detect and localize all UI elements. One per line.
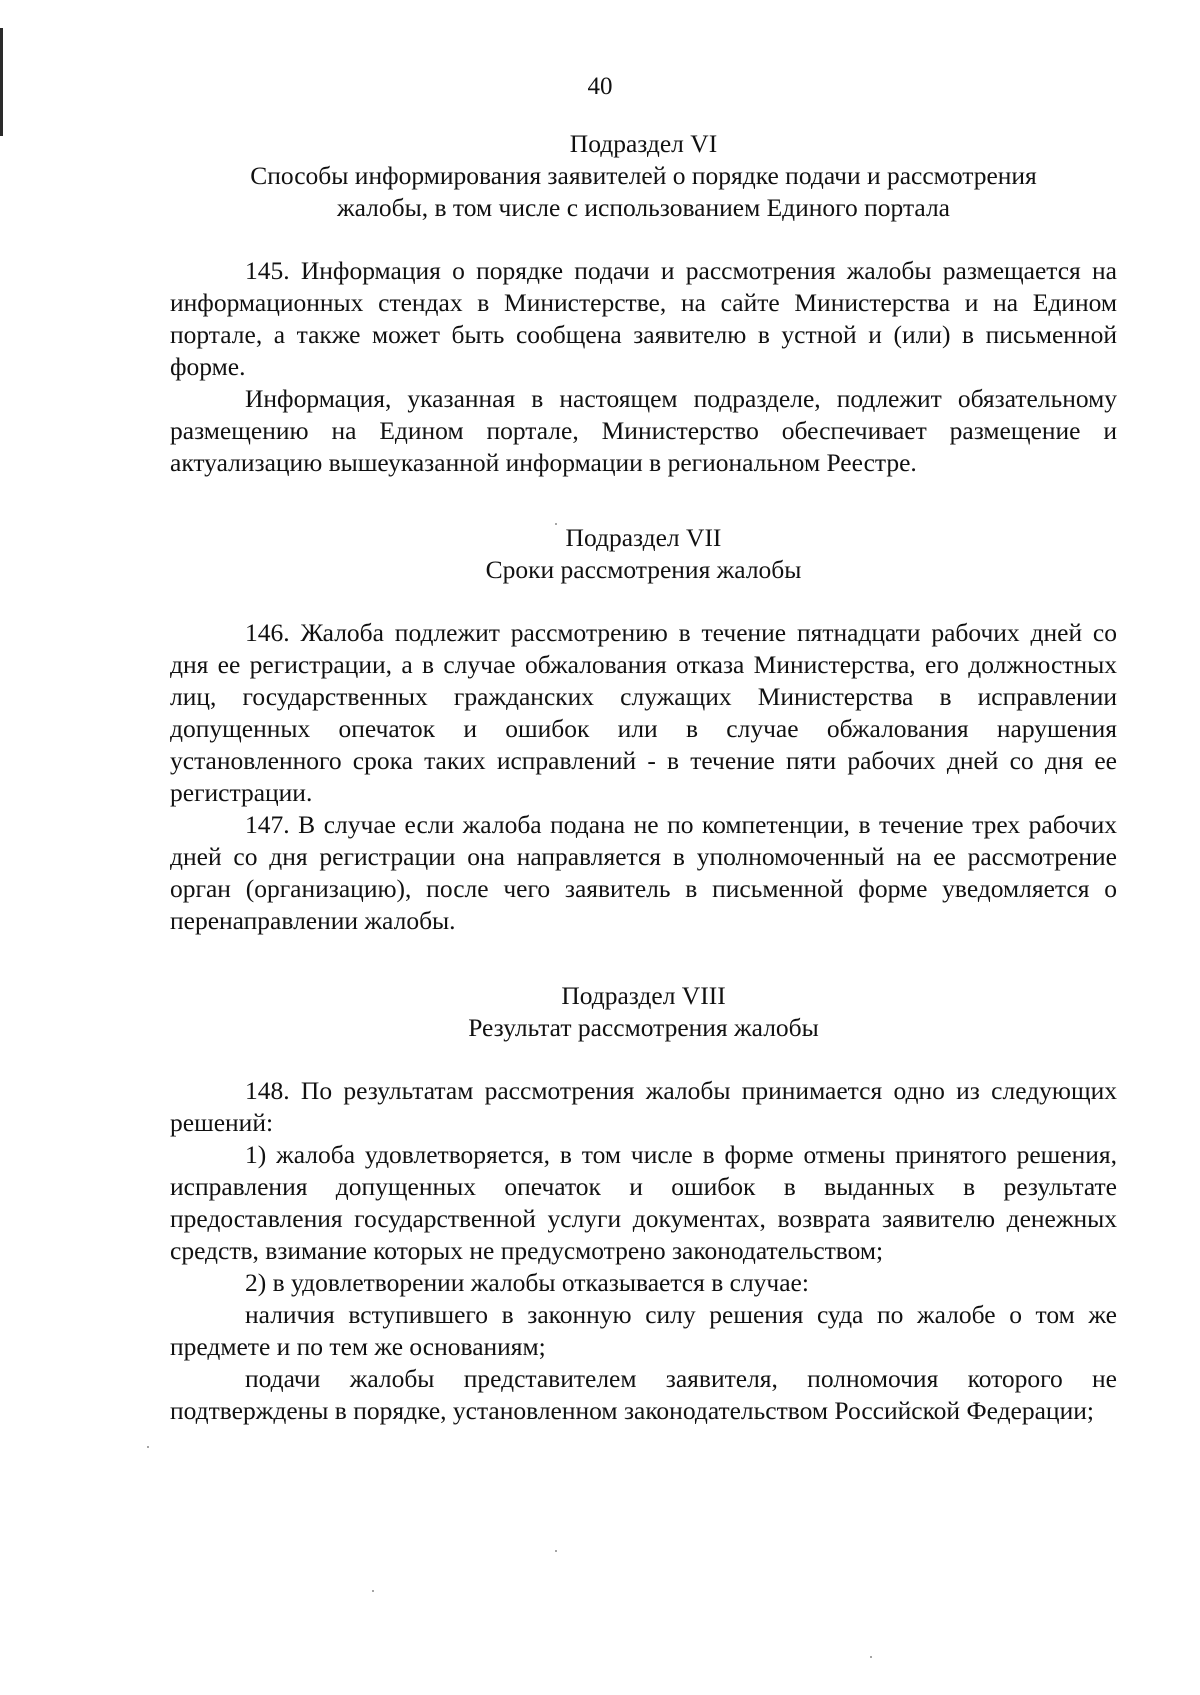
page-number: 40 <box>587 73 613 100</box>
scan-speck <box>555 523 557 525</box>
list-item-1: 1) жалоба удовлетворяется, в том числе в форме отмены принятого решения, исправления допущенных опечаток и ошибок в выданных в результате предоставления государственной услуги документах, возврата заявителю денежных средств, взимание которых не предусмотрено законодательством; <box>170 1140 1117 1265</box>
sub-item: наличия вступившего в законную силу решения суда по жалобе о том же предмете и по тем же основаниям; <box>170 1300 1117 1361</box>
section-subtitle-line: Результат рассмотрения жалобы <box>468 1013 819 1042</box>
scan-speck <box>555 1550 557 1552</box>
section-title: Подраздел VIII <box>561 981 726 1010</box>
section-heading-viii <box>170 980 1117 1044</box>
section-title: Подраздел VI <box>569 129 718 158</box>
section-heading-vi <box>170 128 1117 224</box>
section-heading-vii <box>170 522 1117 586</box>
paragraph-148: 148. По результатам рассмотрения жалобы принимается одно из следующих решений: <box>170 1076 1117 1137</box>
paragraph-145: 145. Информация о порядке подачи и рассмотрения жалобы размещается на информационных стендах в Министерстве, на сайте Министерства и на Едином портале, а также может быть сообщена заявителю в устной и (или) в письменной форме. <box>170 256 1117 381</box>
sub-item: подачи жалобы представителем заявителя, полномочия которого не подтверждены в порядке, установленном законодательством Российской Федерации; <box>170 1364 1117 1425</box>
scan-speck <box>147 1446 149 1448</box>
paragraph-147: 147. В случае если жалоба подана не по компетенции, в течение трех рабочих дней со дня регистрации она направляется в уполномоченный на ее рассмотрение орган (организацию), после чего заявитель в письменной форме уведомляется о перенаправлении жалобы. <box>170 810 1117 935</box>
paragraph-146: 146. Жалоба подлежит рассмотрению в течение пятнадцати рабочих дней со дня ее регистрации, а в случае обжалования отказа Министерства, его должностных лиц, государственных гражданских служащих Министерства в исправлении допущенных опечаток и ошибок или в случае обжалования нарушения установленного срока таких исправлений - в течение пяти рабочих дней со дня ее регистрации. <box>170 618 1117 807</box>
section-subtitle-line: жалобы, в том числе с использованием Единого портала <box>337 193 950 222</box>
section-title: Подраздел VII <box>565 523 722 552</box>
scan-speck <box>870 1656 872 1658</box>
section-subtitle-line: Сроки рассмотрения жалобы <box>485 555 802 584</box>
document-body <box>170 128 1117 1427</box>
paragraph: Информация, указанная в настоящем подразделе, подлежит обязательному размещению на Едином портале, Министерство обеспечивает размещение и актуализацию вышеуказанной информации в региональном Реестре. <box>170 384 1117 477</box>
scan-speck <box>372 1590 374 1592</box>
list-item-2: 2) в удовлетворении жалобы отказывается в случае: <box>245 1268 809 1297</box>
section-subtitle-line: Способы информирования заявителей о порядке подачи и рассмотрения <box>250 161 1037 190</box>
